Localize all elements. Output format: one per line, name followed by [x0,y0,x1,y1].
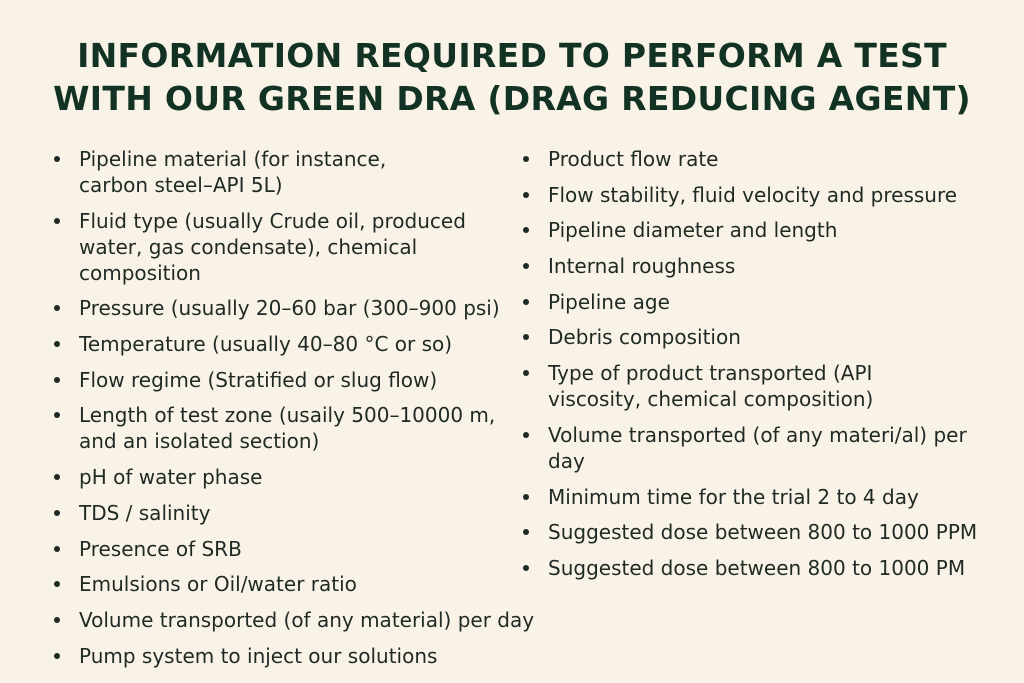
list-item [523,555,993,581]
bullet-icon [54,617,60,623]
list-item-text: pH of water phase [79,465,263,490]
list-item [54,536,514,562]
list-item [523,422,968,474]
bullet-icon [54,341,60,347]
title-line-1: INFORMATION REQUIRED TO PERFORM A TEST [77,36,947,75]
list-item-text: TDS / salinity [79,500,211,525]
list-item-text: Debris composition [548,325,741,350]
list-item-text: Presence of SRB [79,536,242,561]
list-item [523,253,993,279]
bullet-icon [523,192,529,198]
list-item [54,607,535,633]
bullet-icon [523,529,529,535]
bullet-icon [54,510,60,516]
list-item-text: Pipeline age [548,289,670,314]
list-item-text: Minimum time for the trial 2 to 4 day [548,484,919,509]
page-title [0,34,1024,120]
list-item [54,331,514,357]
bullet-icon [523,432,529,438]
bullet-icon [523,227,529,233]
list-item-text: Internal roughness [548,254,736,279]
list-item [54,146,389,198]
list-item-text: Length of test zone (usaily 500–10000 m, and an isolated section) [79,403,496,454]
bullet-icon [54,581,60,587]
list-item-text: Flow regime (Stratified or slug flow) [79,367,438,392]
list-item-text: Pressure (usually 20–60 bar (300–900 psi) [79,296,500,321]
list-item [523,484,993,510]
list-item [54,464,514,490]
list-item-text: Pipeline diameter and length [548,218,838,243]
list-item [54,208,474,286]
list-item [54,500,514,526]
bullet-icon [54,377,60,383]
list-item [54,295,514,321]
list-item-text: Fluid type (usually Crude oil, produced water, gas condensate), chemical composition [79,208,466,285]
list-item [54,571,514,597]
list-item-text: Pipeline material (for instance, carbon steel–API 5L) [79,147,387,197]
bullet-icon [54,474,60,480]
list-item [523,217,993,243]
bullet-icon [523,494,529,500]
list-item-text: Temperature (usually 40–80 °C or so) [79,332,453,357]
bullet-icon [523,263,529,269]
list-item [523,146,993,172]
title-line-2: WITH OUR GREEN DRA (DRAG REDUCING AGENT) [53,79,971,118]
bullet-icon [523,156,529,162]
list-item [523,360,908,412]
list-item-text: Type of product transported (API viscosity, chemical composition) [548,361,874,412]
bullet-icon [54,412,60,418]
list-item-text: Suggested dose between 800 to 1000 PPM [548,520,978,545]
bullet-icon [523,334,529,340]
list-item-text: Suggested dose between 800 to 1000 PM [548,555,966,580]
bullet-icon [523,299,529,305]
bullet-icon [54,546,60,552]
list-item [54,367,514,393]
list-item [523,289,993,315]
bullet-icon [54,305,60,311]
list-item-text: Product flow rate [548,147,719,171]
bullet-icon [523,370,529,376]
bullet-icon [54,156,60,162]
bullet-icon [54,653,60,659]
list-item-text: Pump system to inject our solutions [79,643,438,668]
bullet-icon [523,565,529,571]
list-item [523,182,993,208]
list-item [523,324,993,350]
list-item [54,643,514,669]
list-item [523,519,993,545]
list-item-text: Volume transported (of any materi/al) per day [548,422,967,473]
bullet-icon [54,218,60,224]
list-item [54,402,519,454]
right-requirements-list [523,146,993,591]
list-item-text: Emulsions or Oil/water ratio [79,572,357,597]
list-item-text: Flow stability, fluid velocity and pressure [548,182,958,207]
left-requirements-list [54,146,535,678]
list-item-text: Volume transported (of any material) per day [79,607,535,632]
